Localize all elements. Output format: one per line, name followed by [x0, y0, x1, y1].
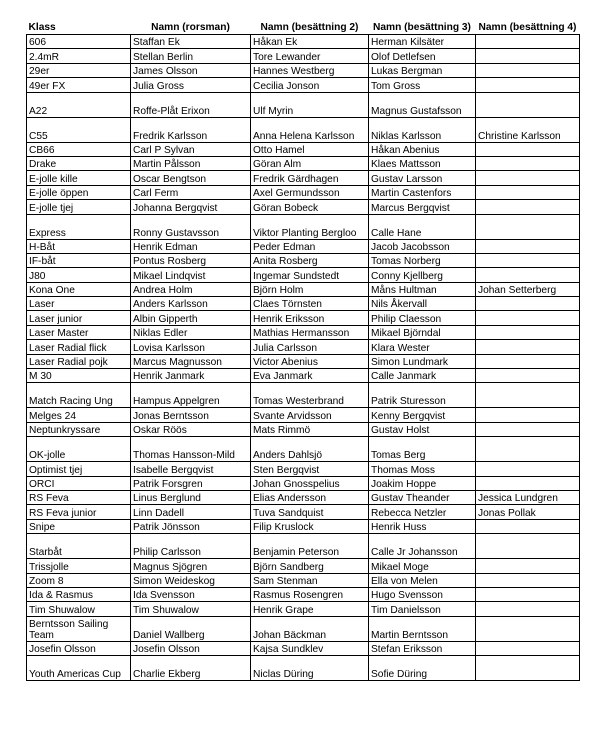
table-row [27, 49, 580, 63]
besattning-3-cell: Simon Lundmark [369, 354, 476, 368]
besattning-2-cell: Rasmus Rosengren [251, 587, 369, 601]
table-row [27, 559, 580, 573]
klass-cell: Match Racing Ung [27, 383, 131, 408]
besattning-2-cell: Johan Bäckman [251, 616, 369, 641]
besattning-4-cell [476, 559, 580, 573]
besattning-4-cell [476, 573, 580, 587]
besattning-2-cell: Björn Holm [251, 282, 369, 296]
besattning-3-cell: Calle Jr Johansson [369, 534, 476, 559]
rorsman-cell: Fredrik Karlsson [131, 117, 251, 142]
rorsman-cell: Josefin Olsson [131, 641, 251, 655]
besattning-2-cell: Anders Dahlsjö [251, 437, 369, 462]
klass-cell: Trissjolle [27, 559, 131, 573]
besattning-2-cell: Sam Stenman [251, 573, 369, 587]
besattning-2-cell: Viktor Planting Bergloo [251, 214, 369, 239]
table-row [27, 239, 580, 253]
table-row [27, 369, 580, 383]
besattning-2-cell: Tomas Westerbrand [251, 383, 369, 408]
header-klass: Klass [27, 4, 131, 35]
table-row [27, 383, 580, 408]
table-row [27, 573, 580, 587]
table-row [27, 602, 580, 616]
besattning-4-cell [476, 534, 580, 559]
besattning-2-cell: Filip Kruslock [251, 519, 369, 533]
besattning-4-cell [476, 325, 580, 339]
besattning-4-cell [476, 602, 580, 616]
table-row [27, 185, 580, 199]
besattning-2-cell: Elias Andersson [251, 490, 369, 504]
besattning-3-cell: Håkan Abenius [369, 142, 476, 156]
table-row [27, 408, 580, 422]
besattning-3-cell: Joakim Hoppe [369, 476, 476, 490]
klass-cell: 49er FX [27, 78, 131, 92]
table-body [27, 35, 580, 681]
table-row [27, 476, 580, 490]
header-besattning-3: Namn (besättning 3) [369, 4, 476, 35]
table-row [27, 354, 580, 368]
besattning-3-cell: Olof Detlefsen [369, 49, 476, 63]
besattning-3-cell: Mikael Björndal [369, 325, 476, 339]
besattning-2-cell: Björn Sandberg [251, 559, 369, 573]
klass-cell: Laser Master [27, 325, 131, 339]
table-row [27, 656, 580, 681]
besattning-3-cell: Thomas Moss [369, 462, 476, 476]
besattning-3-cell: Patrik Sturesson [369, 383, 476, 408]
besattning-4-cell [476, 369, 580, 383]
klass-cell: M 30 [27, 369, 131, 383]
rorsman-cell: Albin Gipperth [131, 311, 251, 325]
rorsman-cell: Anders Karlsson [131, 297, 251, 311]
besattning-2-cell: Cecilia Jonson [251, 78, 369, 92]
besattning-3-cell: Gustav Larsson [369, 171, 476, 185]
besattning-3-cell: Niklas Karlsson [369, 117, 476, 142]
klass-cell: E-jolle kille [27, 171, 131, 185]
besattning-3-cell: Klara Wester [369, 340, 476, 354]
besattning-3-cell: Tomas Berg [369, 437, 476, 462]
besattning-4-cell [476, 268, 580, 282]
besattning-2-cell: Kajsa Sundklev [251, 641, 369, 655]
besattning-2-cell: Henrik Grape [251, 602, 369, 616]
besattning-3-cell: Conny Kjellberg [369, 268, 476, 282]
besattning-3-cell: Calle Hane [369, 214, 476, 239]
klass-cell: Laser Radial pojk [27, 354, 131, 368]
table-row [27, 587, 580, 601]
rorsman-cell: Marcus Magnusson [131, 354, 251, 368]
klass-cell: RS Feva [27, 490, 131, 504]
header-besattning-2: Namn (besättning 2) [251, 4, 369, 35]
rorsman-cell: Daniel Wallberg [131, 616, 251, 641]
besattning-3-cell: Stefan Eriksson [369, 641, 476, 655]
table-row [27, 534, 580, 559]
besattning-4-cell [476, 656, 580, 681]
rorsman-cell: Charlie Ekberg [131, 656, 251, 681]
besattning-3-cell: Sofie Düring [369, 656, 476, 681]
klass-cell: Berntsson Sailing Team [27, 616, 131, 641]
table-row [27, 325, 580, 339]
table-row [27, 63, 580, 77]
besattning-4-cell [476, 311, 580, 325]
klass-cell: E-jolle öppen [27, 185, 131, 199]
besattning-4-cell [476, 142, 580, 156]
besattning-4-cell [476, 35, 580, 49]
besattning-3-cell: Philip Claesson [369, 311, 476, 325]
klass-cell: ORCI [27, 476, 131, 490]
besattning-4-cell [476, 422, 580, 436]
rorsman-cell: Roffe-Plåt Erixon [131, 92, 251, 117]
besattning-4-cell [476, 78, 580, 92]
klass-cell: OK-jolle [27, 437, 131, 462]
besattning-2-cell: Håkan Ek [251, 35, 369, 49]
table-row [27, 641, 580, 655]
klass-cell: RS Feva junior [27, 505, 131, 519]
besattning-3-cell: Klaes Mattsson [369, 156, 476, 170]
besattning-3-cell: Gustav Holst [369, 422, 476, 436]
klass-cell: IF-båt [27, 253, 131, 267]
besattning-4-cell [476, 462, 580, 476]
table-row [27, 156, 580, 170]
rorsman-cell: Oskar Röös [131, 422, 251, 436]
besattning-4-cell [476, 156, 580, 170]
besattning-4-cell [476, 171, 580, 185]
table-row [27, 340, 580, 354]
rorsman-cell: Patrik Forsgren [131, 476, 251, 490]
rorsman-cell: Hampus Appelgren [131, 383, 251, 408]
besattning-4-cell [476, 408, 580, 422]
klass-cell: Kona One [27, 282, 131, 296]
besattning-2-cell: Johan Gnosspelius [251, 476, 369, 490]
besattning-3-cell: Kenny Bergqvist [369, 408, 476, 422]
table-row [27, 117, 580, 142]
klass-cell: CB66 [27, 142, 131, 156]
besattning-2-cell: Niclas Düring [251, 656, 369, 681]
table-row [27, 282, 580, 296]
klass-cell: Express [27, 214, 131, 239]
rorsman-cell: Ronny Gustavsson [131, 214, 251, 239]
besattning-2-cell: Tuva Sandquist [251, 505, 369, 519]
rorsman-cell: Linus Berglund [131, 490, 251, 504]
besattning-3-cell: Martin Castenfors [369, 185, 476, 199]
table-row [27, 171, 580, 185]
besattning-2-cell: Claes Törnsten [251, 297, 369, 311]
besattning-3-cell: Jacob Jacobsson [369, 239, 476, 253]
besattning-4-cell [476, 476, 580, 490]
besattning-4-cell: Christine Karlsson [476, 117, 580, 142]
besattning-3-cell: Hugo Svensson [369, 587, 476, 601]
rorsman-cell: Pontus Rosberg [131, 253, 251, 267]
klass-cell: Starbåt [27, 534, 131, 559]
besattning-4-cell [476, 587, 580, 601]
besattning-3-cell: Magnus Gustafsson [369, 92, 476, 117]
besattning-4-cell: Jessica Lundgren [476, 490, 580, 504]
rorsman-cell: Philip Carlsson [131, 534, 251, 559]
header-row [27, 4, 580, 35]
klass-cell: Zoom 8 [27, 573, 131, 587]
table-row [27, 214, 580, 239]
klass-cell: H-Båt [27, 239, 131, 253]
klass-cell: E-jolle tjej [27, 200, 131, 214]
rorsman-cell: Julia Gross [131, 78, 251, 92]
besattning-2-cell: Henrik Eriksson [251, 311, 369, 325]
klass-cell: A22 [27, 92, 131, 117]
besattning-3-cell: Rebecca Netzler [369, 505, 476, 519]
rorsman-cell: Oscar Bengtson [131, 171, 251, 185]
besattning-4-cell [476, 185, 580, 199]
besattning-2-cell: Julia Carlsson [251, 340, 369, 354]
besattning-4-cell [476, 616, 580, 641]
besattning-2-cell: Hannes Westberg [251, 63, 369, 77]
besattning-3-cell: Måns Hultman [369, 282, 476, 296]
header-besattning-4: Namn (besättning 4) [476, 4, 580, 35]
besattning-4-cell [476, 340, 580, 354]
besattning-4-cell [476, 214, 580, 239]
klass-cell: 2.4mR [27, 49, 131, 63]
besattning-4-cell [476, 519, 580, 533]
besattning-2-cell: Svante Arvidsson [251, 408, 369, 422]
rorsman-cell: Andrea Holm [131, 282, 251, 296]
table-row [27, 297, 580, 311]
besattning-3-cell: Lukas Bergman [369, 63, 476, 77]
rorsman-cell: Jonas Berntsson [131, 408, 251, 422]
besattning-2-cell: Mathias Hermansson [251, 325, 369, 339]
besattning-4-cell [476, 297, 580, 311]
table-row [27, 519, 580, 533]
table-row [27, 311, 580, 325]
besattning-4-cell [476, 49, 580, 63]
besattning-2-cell: Victor Abenius [251, 354, 369, 368]
klass-cell: 29er [27, 63, 131, 77]
besattning-4-cell [476, 253, 580, 267]
klass-cell: 606 [27, 35, 131, 49]
besattning-3-cell: Gustav Theander [369, 490, 476, 504]
table-row [27, 616, 580, 641]
besattning-3-cell: Marcus Bergqvist [369, 200, 476, 214]
besattning-3-cell: Tim Danielsson [369, 602, 476, 616]
rorsman-cell: Linn Dadell [131, 505, 251, 519]
rorsman-cell: Magnus Sjögren [131, 559, 251, 573]
rorsman-cell: Johanna Bergqvist [131, 200, 251, 214]
rorsman-cell: Staffan Ek [131, 35, 251, 49]
rorsman-cell: Patrik Jönsson [131, 519, 251, 533]
besattning-4-cell: Johan Setterberg [476, 282, 580, 296]
rorsman-cell: Martin Pålsson [131, 156, 251, 170]
klass-cell: Optimist tjej [27, 462, 131, 476]
klass-cell: Tim Shuwalow [27, 602, 131, 616]
besattning-2-cell: Tore Lewander [251, 49, 369, 63]
besattning-4-cell [476, 239, 580, 253]
besattning-2-cell: Anna Helena Karlsson [251, 117, 369, 142]
klass-cell: C55 [27, 117, 131, 142]
besattning-2-cell: Fredrik Gärdhagen [251, 171, 369, 185]
rorsman-cell: Mikael Lindqvist [131, 268, 251, 282]
rorsman-cell: Carl P Sylvan [131, 142, 251, 156]
table-row [27, 253, 580, 267]
besattning-2-cell: Anita Rosberg [251, 253, 369, 267]
besattning-3-cell: Ella von Melen [369, 573, 476, 587]
besattning-2-cell: Eva Janmark [251, 369, 369, 383]
klass-cell: Josefin Olsson [27, 641, 131, 655]
table-row [27, 422, 580, 436]
klass-cell: Neptunkryssare [27, 422, 131, 436]
besattning-3-cell: Henrik Huss [369, 519, 476, 533]
table-row [27, 78, 580, 92]
klass-cell: Youth Americas Cup [27, 656, 131, 681]
besattning-4-cell [476, 92, 580, 117]
besattning-3-cell: Nils Åkervall [369, 297, 476, 311]
rorsman-cell: Tim Shuwalow [131, 602, 251, 616]
besattning-3-cell: Calle Janmark [369, 369, 476, 383]
klass-cell: Laser [27, 297, 131, 311]
besattning-2-cell: Sten Bergqvist [251, 462, 369, 476]
table-row [27, 142, 580, 156]
besattning-4-cell [476, 437, 580, 462]
table-row [27, 35, 580, 49]
besattning-2-cell: Mats Rimmö [251, 422, 369, 436]
crew-table [26, 4, 580, 681]
besattning-2-cell: Ulf Myrin [251, 92, 369, 117]
klass-cell: Melges 24 [27, 408, 131, 422]
rorsman-cell: Stellan Berlin [131, 49, 251, 63]
besattning-4-cell [476, 354, 580, 368]
besattning-4-cell [476, 63, 580, 77]
table-row [27, 490, 580, 504]
besattning-3-cell: Martin Berntsson [369, 616, 476, 641]
besattning-2-cell: Göran Bobeck [251, 200, 369, 214]
besattning-2-cell: Ingemar Sundstedt [251, 268, 369, 282]
besattning-3-cell: Mikael Moge [369, 559, 476, 573]
rorsman-cell: Henrik Edman [131, 239, 251, 253]
klass-cell: Laser Radial flick [27, 340, 131, 354]
table-row [27, 268, 580, 282]
table-row [27, 462, 580, 476]
rorsman-cell: Thomas Hansson-Mild [131, 437, 251, 462]
klass-cell: Laser junior [27, 311, 131, 325]
table-row [27, 505, 580, 519]
besattning-3-cell: Tomas Norberg [369, 253, 476, 267]
besattning-2-cell: Benjamin Peterson [251, 534, 369, 559]
besattning-4-cell: Jonas Pollak [476, 505, 580, 519]
besattning-4-cell [476, 641, 580, 655]
besattning-2-cell: Otto Hamel [251, 142, 369, 156]
rorsman-cell: Ida Svensson [131, 587, 251, 601]
besattning-2-cell: Peder Edman [251, 239, 369, 253]
rorsman-cell: Isabelle Bergqvist [131, 462, 251, 476]
klass-cell: Snipe [27, 519, 131, 533]
klass-cell: J80 [27, 268, 131, 282]
klass-cell: Ida & Rasmus [27, 587, 131, 601]
rorsman-cell: Lovisa Karlsson [131, 340, 251, 354]
besattning-2-cell: Axel Germundsson [251, 185, 369, 199]
header-rorsman: Namn (rorsman) [131, 4, 251, 35]
klass-cell: Drake [27, 156, 131, 170]
besattning-4-cell [476, 383, 580, 408]
rorsman-cell: Simon Weideskog [131, 573, 251, 587]
besattning-3-cell: Tom Gross [369, 78, 476, 92]
besattning-4-cell [476, 200, 580, 214]
besattning-2-cell: Göran Alm [251, 156, 369, 170]
rorsman-cell: Carl Ferm [131, 185, 251, 199]
table-row [27, 92, 580, 117]
rorsman-cell: Henrik Janmark [131, 369, 251, 383]
table-row [27, 200, 580, 214]
besattning-3-cell: Herman Kilsäter [369, 35, 476, 49]
table-row [27, 437, 580, 462]
rorsman-cell: Niklas Edler [131, 325, 251, 339]
rorsman-cell: James Olsson [131, 63, 251, 77]
table-header [27, 4, 580, 35]
